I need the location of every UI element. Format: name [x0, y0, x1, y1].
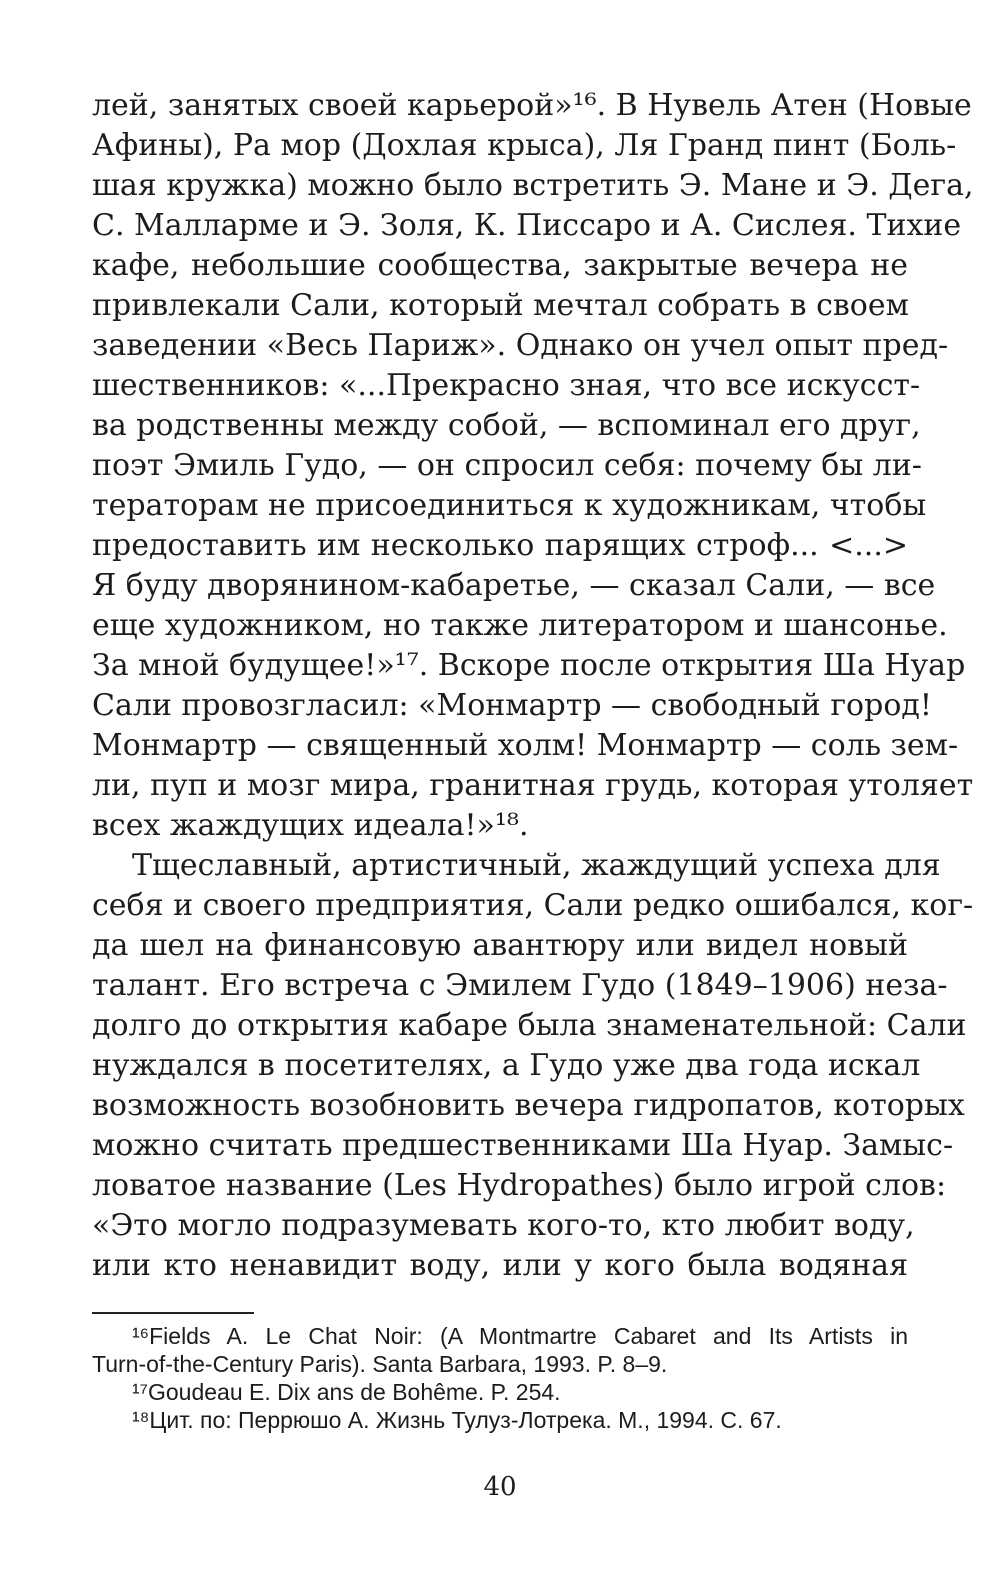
text-line: кафе, небольшие сообщества, закрытые вечера не [92, 248, 908, 283]
page-number: 40 [483, 1472, 517, 1502]
text-line: возможность возобновить вечера гидропатов, которых [92, 1088, 965, 1123]
text-line: тераторам не присоединиться к художникам, чтобы [92, 488, 927, 523]
footnote-separator [92, 1312, 254, 1314]
text-line: да шел на финансовую авантюру или видел новый [92, 928, 908, 963]
footnote-line: ¹⁷Goudeau E. Dix ans de Bohême. P. 254. [132, 1379, 561, 1405]
footnote-line: ¹⁶Fields A. Le Chat Noir: (A Montmartre Cabaret and Its Artists in [132, 1323, 908, 1349]
text-line: еще художником, но также литератором и шансонье. [92, 608, 948, 643]
text-line: «Это могло подразумевать кого-то, кто любит воду, [92, 1208, 915, 1243]
text-line: предоставить им несколько парящих строф... <...> [92, 528, 908, 563]
text-line: можно считать предшественниками Ша Нуар. Замыс- [92, 1128, 954, 1163]
text-line: поэт Эмиль Гудо, — он спросил себя: почему бы ли- [92, 448, 922, 483]
text-line: привлекали Сали, который мечтал собрать в своем [92, 288, 909, 323]
text-line: Монмартр — священный холм! Монмартр — соль зем- [92, 728, 959, 763]
text-line: шая кружка) можно было встретить Э. Мане и Э. Дега, [92, 168, 974, 203]
text-line: Я буду дворянином-кабаретье, — сказал Сали, — все [92, 568, 936, 603]
text-line: ловатое название (Les Hydropathes) было игрой слов: [92, 1168, 947, 1203]
text-line: ли, пуп и мозг мира, гранитная грудь, которая утоляет [92, 768, 974, 803]
footnotes [92, 1322, 908, 1434]
body-text [92, 86, 974, 1286]
footnote-line: ¹⁸Цит. по: Перрюшо А. Жизнь Тулуз-Лотрека. М., 1994. С. 67. [132, 1407, 782, 1433]
text-line: себя и своего предприятия, Сали редко ошибался, ког- [92, 888, 974, 923]
text-line: заведении «Весь Париж». Однако он учел опыт пред- [92, 328, 949, 363]
text-line: лей, занятых своей карьерой»¹⁶. В Нувель Атен (Новые [92, 88, 972, 123]
text-line: или кто ненавидит воду, или у кого была водяная [92, 1248, 908, 1283]
text-line: нуждался в посетителях, а Гудо уже два года искал [92, 1048, 921, 1083]
footnote-line: Turn-of-the-Century Paris). Santa Barbara, 1993. P. 8–9. [92, 1351, 668, 1377]
text-line: С. Малларме и Э. Золя, К. Писсаро и А. Сислея. Тихие [92, 208, 962, 243]
text-line: всех жаждущих идеала!»¹⁸. [92, 808, 529, 843]
text-line: ва родственны между собой, — вспоминал его друг, [92, 408, 921, 443]
text-line: шественников: «...Прекрасно зная, что все искусст- [92, 368, 921, 403]
text-line: За мной будущее!»¹⁷. Вскоре после открытия Ша Нуар [92, 648, 966, 683]
text-line: Тщеславный, артистичный, жаждущий успеха для [132, 848, 941, 883]
text-line: Афины), Ра мор (Дохлая крыса), Ля Гранд пинт (Боль- [92, 128, 957, 163]
text-line: долго до открытия кабаре была знаменательной: Сали [92, 1008, 967, 1043]
text-line: талант. Его встреча с Эмилем Гудо (1849–1906) неза- [92, 968, 948, 1003]
text-line: Сали провозгласил: «Монмартр — свободный город! [92, 688, 932, 723]
